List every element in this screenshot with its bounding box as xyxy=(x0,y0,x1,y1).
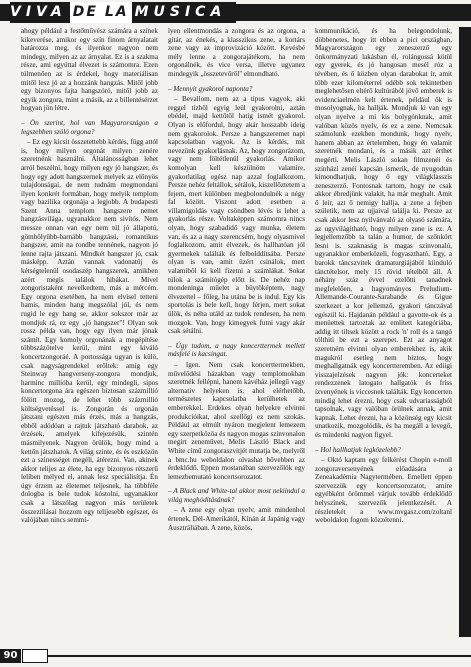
side-bar xyxy=(459,27,471,637)
article-paragraph: kommunikáció, és ha belegondolunk, döbbenetes, hogy itt ebben a pici országban, Magyarországon egy zeneszerző egy önkormányzati lakásban él, rolángossá kötül egy gyerek, és jó hangosan mesél róz a tévében, és ő közben olyan darabokat ír, amit több ezer kilométerrel odébb sok tekintetben meglehetősen eltérő kultúrából jövő emberek is evidenciaelmén kelt értenek, például ők is mosolyognak, ha hallják. Mondjuk ki van egy olyan nyelve a mi kis bolygónknak, amit valóban közös nyelv, és ez a zene. Nemcsak számolunk ezekben mondunk, hogy nyelv, hanem abban az értelemben, hogy én valamit szeretnék mondani, és a másik azt érthet megérti. Melis László sokan filmzenéi és színházi zenéi kapcsán ismerik, de nyugodtan kimondhatjuk, hogy ő egy világklasszis zeneszerző. Fontosnak tartom, hogy ne csak akkor ébredjünk valakit, ha már meghalt. Amit ő leír, azt ő nemigy hallja, a zene a fejben születik, nem az ujjaival találja ki. Persze az csak akkor lesz nyilvánvaló az olyasó számára, az ugyvilágítható, hogy milyen zene is ez. A legjellemzőbb ta talán a humor, de szőnkört lesni is. szaknaság is magas színvonalú, ugyanakkor emberközeli, fogyasztható. Egy, a barokk táncszvitek dramaturgiájából kiinduló tánctételsor, mely 15 rövid tételből áll. A néhány száz évvel ezelőtti tanadnek megfelelően, a hagyományos Preludium-Allemande-Courante-Sarabande és Gigue szerkezet a kor jellemző, gyakori tánczával egészül ki. Hajdanán például a gavotte-ok és a menüettek tartoztak az említett kategóriába, addig itt tiltsek között a rock 'n' roll és a tangó tölthiti be ezt a szerepet. Ezt az anyagot szeretném elvinni olyan emberekhez is, akik magukról esetleg nem biztos, hogy meghallgatnák egy koncertteremben. Az ediigi visszajelzések nagyon jók: koncerteket rendezzenek latogato hallgatók és friss ízvenyének is viccesnek találták. Egy koncerten mindig lehet érezni, hogy csak udvariasságból tapsolnak, vagy valóban örülnek annak, amit kapnak. Lehet érezni, ha a közönség egy kicsit unatkozik, mozgolódik, és ha megáll a levegő, és mindenki nagyon figyel. xyxy=(315,27,452,439)
magazine-section-title xyxy=(10,2,236,23)
page-header xyxy=(0,0,471,26)
article-paragraph: – Bevallom, nem az a típus vagyok, aki reggel tízből egyig leül gyakorolni, aztán ebédel, majd kettőtől hatig ismét gyakorol. Olyan is előfordul, hogy akár hosszabb ideig nem gyakorolok. Persze a hangszeremet napi kapcsolatban vagyok. Az is kérdés, mit nevezünk gyakorlásnak. Az, hogy zongorázom, vagy nem föltétlenül gyakorlás. Amikor komolyan kell készülnöm valamire, gyakorlatilag egész nap azzal foglalkozom. Persze nehéz feltállok, sétálok, kiszellőztetem a fejem, mert különben megbolondulnék a négy fal között. Viszont adott esetben a villamigoldás vagy csöndben lévés is lehet a gyakorlás része. Voltaképpen számomra nincs olyan, hogy szabadidő vagy munka, életem van, és az a nagy szerencsém, hogy olyasmivel foglalkozom, amit élvezek, és hallhatóan jól gyermekek találták és felbolddítsába. Persze olyan is van, amit üzért csinálok, mert valamiből ki kell fizetni a számlákat. Sokat túlok a számítógép előtt is. De nehéz nap mondeninga műelet a büytöképtem, nagy élvezettel – főleg, ha utána be is indul. Egy kis sportolás is bele kell, hogy férjen, mert sokat ülök, és néha utáld az tudok rendesen, ha nem mozgok. Van, hogy kimegyek futni vagy akár csak sétálni. xyxy=(168,95,305,336)
article-paragraph: – Októ kaptam egy felkérést Chopin e-moll zongoraversenyének előadására a Zeneakadémia Nagytermében. Emellett éppen szervezzük egy koncertsorozatot, amire egyébként örömmel várjuk tovább érdeklődő helyszínek, szervezők jelentkezését. A részletekét a www.mvgasz.com/zoltanl weboldalon fogom közzétenni. xyxy=(315,456,452,525)
article-column-2 xyxy=(168,27,305,637)
article-paragraph: – A zene egy olyan nyelv, amit mindenhol értenek, Dél-Amerikától, Kínán át Japánig vagy Ausztráliában. A zene, közös, xyxy=(168,506,305,532)
article-column-1 xyxy=(21,27,158,637)
page-number: 90 xyxy=(0,649,21,663)
title-word-musica: MUSICA xyxy=(134,4,227,20)
article-paragraph: ahogy például a festőművész számára a színek kikeverése, amikor egy szín finom árnyalatait határozza meg, és ilyenkor nagyon nem mindegy, milyen az az árnyalat. Ez is a szakma része, ami egyúttal élvezet is számomra. Ezen túlmenően az is érdekel, hogy materiálisan mitől lesz jó az a hozzánk hangzás. Mitől jobb egy bizonyos fajta hangszóró, mitől jobb az egyik zongora, mint a másik, az a billentésérzet hogyan jön létre. xyxy=(21,27,158,113)
article-paragraph: lyen ellentmondás a zongora és az orgona, a gitár, az énekés, a klasszikus zene, a kortárs zene vagy az improvizáció között. Kevésbé mély lenne a zongorajátékom, ha nem orgonálnék, és vice versa, illetve ugyanez mindegyik „összetevőről" elmondható. xyxy=(168,27,305,78)
article-paragraph: – Igen. Nem csak koncerttermekben, művelődési házakban vagy templomokban szeretnék fellépni, hanem kávéház jellegű vagy alternatív helyeken is, ahol elérhetőbb, természetes kapcsolatba kerülhetek az emberekkel. Erdekes olyan helyekre elvinni produkcióikat, ahol szellőgi ez nem szokás. Például az elmúlt nyáron megjelent lemezem egy szerpetközöa és nagyon mogas színvonalon megírt zeneművet, Melis László Black and White című zongoraszvitjét mutatja be, melyről a bmc.hu weboldalon olvashat bővebben az érdeklődő. Eppen mostanában szervezőlök egy lemezbemutató koncertsorozatot. xyxy=(168,360,305,481)
title-word-viva: VIVA xyxy=(10,4,67,20)
interview-question: – Mennyit gyakorol naponta? xyxy=(168,84,253,93)
interview-question: – Úgy tudom, a nagy koncerttermek mellett másfelé is kacsingat. xyxy=(168,341,305,359)
article-body xyxy=(21,27,453,637)
page-number-box xyxy=(22,649,48,663)
page-footer xyxy=(0,645,471,667)
footer-rule xyxy=(48,655,471,657)
interview-question: – Ön szerint, hol van Magyarországon a legszebben szóló orgona? xyxy=(21,118,158,136)
interview-question: – A Black and White-tal akkor most nekiindul a világ meghódításának? xyxy=(168,487,305,504)
interview-question: – Hol hallhatjuk legközelebb? xyxy=(315,445,401,454)
article-paragraph: – Ez egy kicsit összetettebb kérdés, függ attól is, hogy milyen orgonát milyen zenére szeretnénk használni. Általánosságban lehet arról beszélni, hogy milyen egy jó hangszer, és hogy egy adott hangszernek melyek az előnyös tulajdonságai, de nem tudnám megmondani ilyen konkrét formában, hogy melyik templom vagy bazilika orgonája a legjobb. A budapesti Szent Anna templom hangszere nemet hangzásvilága, ugyanakkor nem sivítós. Nem messze onnan van egy nem túl jó állapotú, gömbölyűbb-barnább hangzású, romantikus hangszer, amit na rondbe tennének, nagyon jó lenne rajta játszani. Mindkét hangszer jó, csak másképp. Aztán vannak vadonatúj és kétségtelenül osodaszép hangszerek, amikben azért megis találok hibákat. Mivel zongoristaként nevelkedtem, más a mércém. Egy orgona esetében, ha nem elvisel tetteni hamis, minden hang megszólal jól, és nem rugid le egy hang se, akkor sokszor már az mondjuk rá, ez egy „jó hangszer"! Olyan sok rossz példa van, hogy egy ilyen már jónak számít. Egy komoly orgonának a megépítése többszázötelve kerül, mint egy kiváló koncertzongoráé. A portossága ugyan is külö, csak nagyságrendekel erőltek: amíg egy Steinway hangverseny-zongora mondjuk, harminc millióba kerül, egy mindegli, sipos koncertorgona ára egészen biztosan százmillió fölött mozog, de lehet több százmillió költségvetéssel is. Zongorán és orgonán játszani egészen más érzés, más a hangzás, ebből adódóan a rajtuk játszható darabok, az érzések, amelyek kifejezésük, szintén másmilyenek. Nagyon örülök, hogy mind a kettőn játszhatok. A világ szinte, és és eszközön ezt a szinességet megéli, átérezni. Van, akinek akkor telijes az élete, ha egy bizonyos rétszerű lelíben mélyed el, annak lesz speciálisítja. Én úgy érzem az életemet teljesnek, ha többféle dologba is bele tudok kóstolni, ugyanakkor csak a látszólag nagyon más területek összezillásai hozzom egy telijesebb egészet, és valójában nincs semmi- xyxy=(21,138,158,525)
article-column-3 xyxy=(315,27,452,637)
title-word-de-la: DE LA xyxy=(70,2,132,23)
